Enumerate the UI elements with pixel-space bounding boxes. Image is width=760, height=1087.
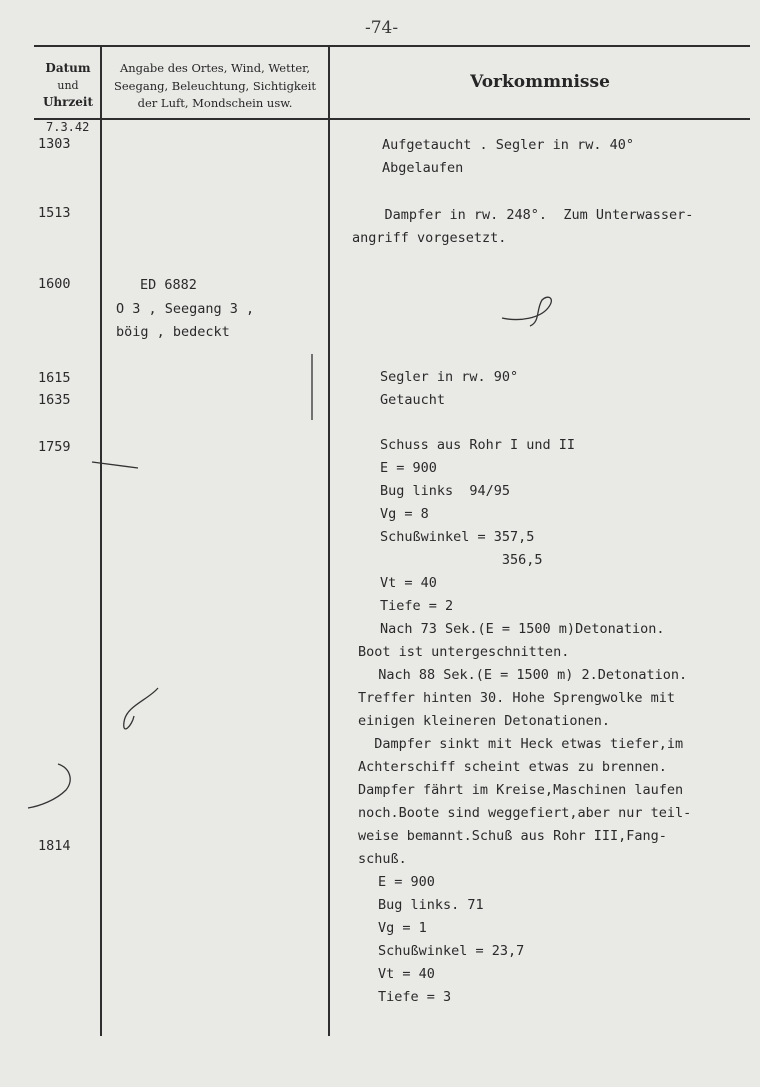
time-1635: 1635 <box>38 392 71 408</box>
time-1615: 1615 <box>38 370 71 386</box>
event-line: Treffer hinten 30. Hohe Sprengwolke mit <box>358 690 675 706</box>
event-line: 356,5 <box>380 552 543 568</box>
time-1303: 1303 <box>38 136 71 152</box>
log-date: 7.3.42 <box>46 120 90 134</box>
event-line: E = 900 <box>380 460 437 476</box>
date-column-divider <box>100 46 102 1036</box>
time-1513: 1513 <box>38 205 71 221</box>
time-1600: 1600 <box>38 276 71 292</box>
event-line: Vg = 8 <box>380 506 429 522</box>
events-column-header: Vorkommnisse <box>470 72 610 92</box>
event-line: Dampfer sinkt mit Heck etwas tiefer,im <box>358 736 684 752</box>
event-line: Nach 88 Sek.(E = 1500 m) 2.Detonation. <box>362 667 688 683</box>
event-line: einigen kleineren Detonationen. <box>358 713 610 729</box>
event-line: Schußwinkel = 357,5 <box>380 529 535 545</box>
date-time-column-header: Datum und Uhrzeit <box>42 61 94 109</box>
event-line: Aufgetaucht . Segler in rw. 40° <box>382 137 634 153</box>
event-line: E = 900 <box>378 874 435 890</box>
wind-sea-state: O 3 , Seegang 3 , <box>116 301 255 317</box>
event-line: Abgelaufen <box>382 160 464 176</box>
event-line: angriff vorgesetzt. <box>352 230 507 246</box>
time-1759: 1759 <box>38 439 71 455</box>
page-number: -74- <box>365 18 399 38</box>
event-line: Vt = 40 <box>380 575 437 591</box>
weather: böig , bedeckt <box>116 324 230 340</box>
event-line: Tiefe = 2 <box>380 598 454 614</box>
header-top-rule <box>34 45 750 47</box>
event-line: Bug links 94/95 <box>380 483 511 499</box>
event-line: Getaucht <box>380 392 446 408</box>
event-line: Schußwinkel = 23,7 <box>378 943 525 959</box>
pen-stroke <box>28 764 70 808</box>
event-line: Tiefe = 3 <box>378 989 452 1005</box>
event-line: Nach 73 Sek.(E = 1500 m)Detonation. <box>380 621 665 637</box>
event-line: Segler in rw. 90° <box>380 369 519 385</box>
info-column-divider <box>328 46 330 1036</box>
event-line: weise bemannt.Schuß aus Rohr III,Fang- <box>358 828 667 844</box>
event-line: noch.Boote sind weggefiert,aber nur teil- <box>358 805 692 821</box>
event-line: Schuss aus Rohr I und II <box>380 437 576 453</box>
event-line: Dampfer fährt im Kreise,Maschinen laufen <box>358 782 684 798</box>
event-line: Vg = 1 <box>378 920 427 936</box>
event-line: schuß. <box>358 851 407 867</box>
pen-stroke <box>502 297 551 326</box>
event-line: Boot ist untergeschnitten. <box>358 644 570 660</box>
pen-stroke <box>92 462 138 468</box>
pen-stroke <box>124 688 158 729</box>
event-line: Dampfer in rw. 248°. Zum Unterwasser- <box>352 207 694 223</box>
header-bottom-rule <box>34 118 750 120</box>
time-1814: 1814 <box>38 838 71 854</box>
event-line: Achterschiff scheint etwas zu brennen. <box>358 759 667 775</box>
grid-square: ED 6882 <box>140 277 197 293</box>
event-line: Bug links. 71 <box>378 897 484 913</box>
event-line: Vt = 40 <box>378 966 435 982</box>
conditions-column-header: Angabe des Ortes, Wind, Wetter, Seegang, Beleuchtung, Sichtigkeit der Luft, Mondschein usw. <box>113 61 317 110</box>
